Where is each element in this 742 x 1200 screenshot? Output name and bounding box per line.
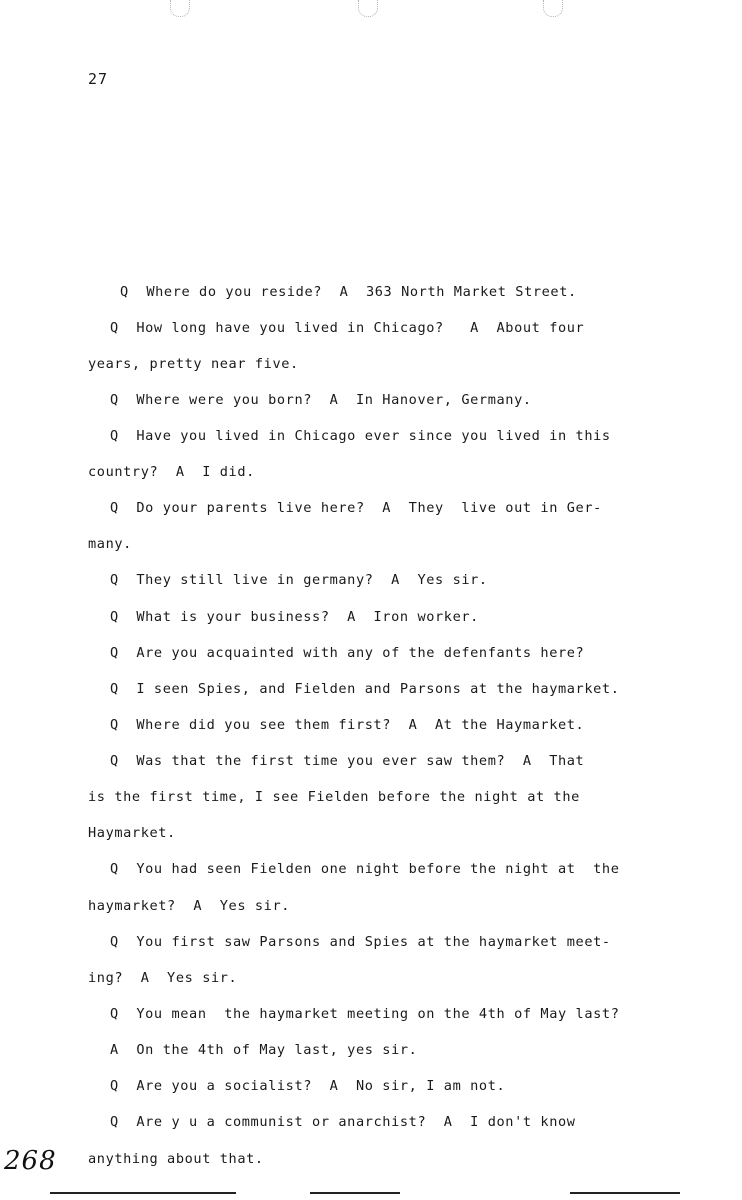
transcript-line: years, pretty near five. bbox=[88, 356, 299, 372]
transcript-line: Q Do your parents live here? A They live out in Ger- bbox=[110, 500, 602, 516]
transcript-line: Q You had seen Fielden one night before the night at the bbox=[110, 861, 620, 877]
bottom-rule bbox=[310, 1192, 400, 1194]
bottom-rule bbox=[50, 1192, 236, 1194]
transcript-line: haymarket? A Yes sir. bbox=[88, 898, 291, 914]
transcript-line: anything about that. bbox=[88, 1151, 264, 1167]
transcript-line: Q I seen Spies, and Fielden and Parsons at the haymarket. bbox=[110, 681, 620, 697]
transcript-line: ing? A Yes sir. bbox=[88, 970, 238, 986]
transcript-line: Q They still live in germany? A Yes sir. bbox=[110, 572, 488, 588]
transcript-line: Q Are you a socialist? A No sir, I am not. bbox=[110, 1078, 506, 1094]
transcript-line: Q Where do you reside? A 363 North Market Street. bbox=[120, 284, 577, 300]
transcript-line: Haymarket. bbox=[88, 825, 176, 841]
bottom-rule bbox=[570, 1192, 680, 1194]
transcript-line: Q Are you acquainted with any of the defenfants here? bbox=[110, 645, 585, 661]
handwritten-margin-note: 268 bbox=[4, 1146, 57, 1176]
transcript-line: A On the 4th of May last, yes sir. bbox=[110, 1042, 418, 1058]
transcript-line: many. bbox=[88, 536, 132, 552]
transcript-line: Q You first saw Parsons and Spies at the haymarket meet- bbox=[110, 934, 611, 950]
transcript-line: Q Have you lived in Chicago ever since you lived in this bbox=[110, 428, 611, 444]
transcript-line: Q Was that the first time you ever saw them? A That bbox=[110, 753, 585, 769]
page-number: 27 bbox=[88, 70, 109, 88]
transcript-line: Q Where did you see them first? A At the Haymarket. bbox=[110, 717, 585, 733]
transcript-line: Q Are y u a communist or anarchist? A I don't know bbox=[110, 1114, 576, 1130]
transcript-line: Q How long have you lived in Chicago? A About four bbox=[110, 320, 585, 336]
transcript-line: Q You mean the haymarket meeting on the 4th of May last? bbox=[110, 1006, 620, 1022]
transcript-line: Q What is your business? A Iron worker. bbox=[110, 609, 479, 625]
transcript-line: Q Where were you born? A In Hanover, Germany. bbox=[110, 392, 532, 408]
transcript-line: is the first time, I see Fielden before the night at the bbox=[88, 789, 580, 805]
transcript-line: country? A I did. bbox=[88, 464, 255, 480]
